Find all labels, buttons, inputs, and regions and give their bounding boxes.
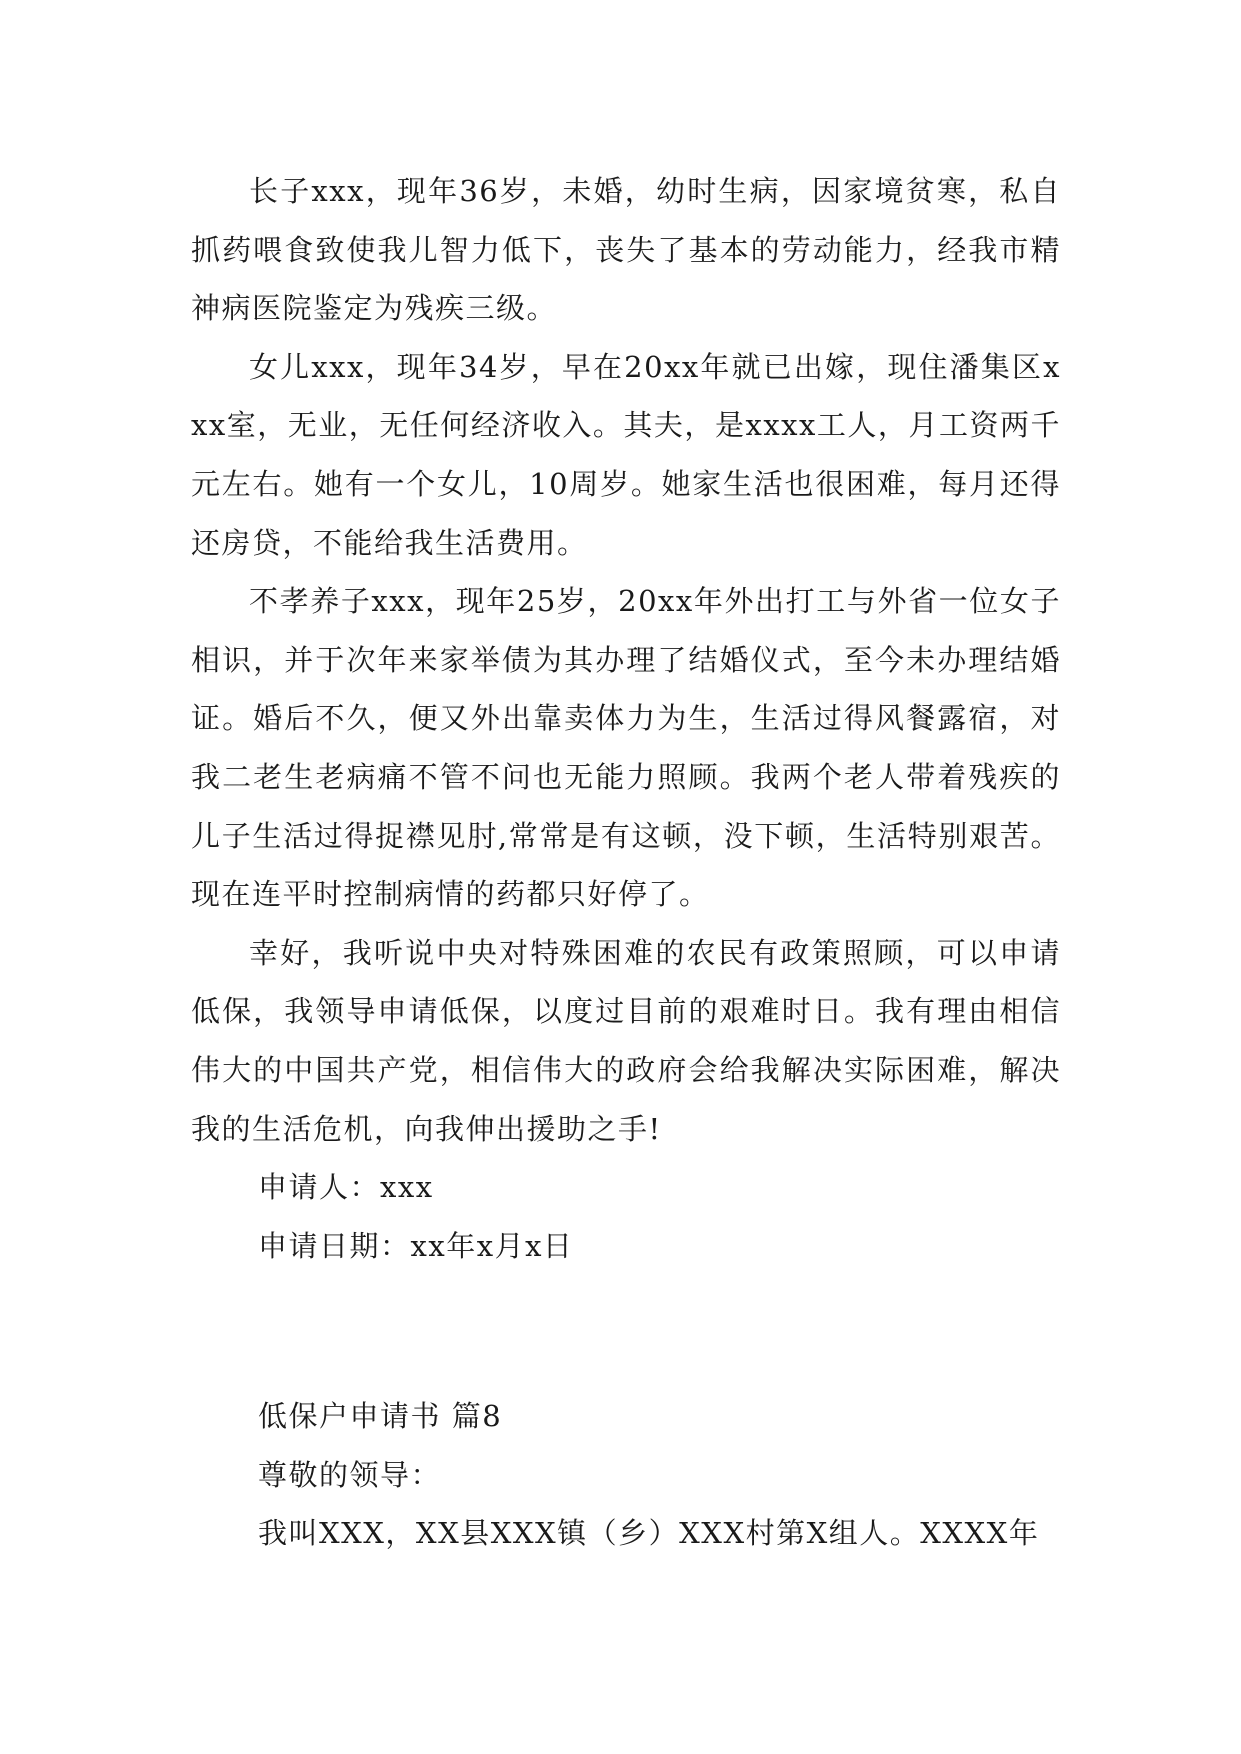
- document-body: [191, 162, 1061, 1275]
- section-title: 低保户申请书 篇8: [258, 1399, 503, 1433]
- paragraph-eldest-son: 长子xxx，现年36岁，未婚，幼时生病，因家境贫寒，私自抓药喂食致使我儿智力低下，丧失了基本的劳动能力，经我市精神病医院鉴定为残疾三级。: [191, 174, 1061, 326]
- paragraph-request: 幸好，我听说中央对特殊困难的农民有政策照顾，可以申请低保，我领导申请低保，以度过目前的艰难时日。我有理由相信伟大的中国共产党，相信伟大的政府会给我解决实际困难，解决我的生活危机，向我伸出援助之手!: [191, 935, 1061, 1146]
- applicant-line: 申请人：xxx: [258, 1170, 434, 1205]
- date-line: 申请日期：xx年x月x日: [258, 1228, 574, 1263]
- paragraph-adopted-son: 不孝养子xxx，现年25岁，20xx年外出打工与外省一位女子相识，并于次年来家举债为其办理了结婚仪式，至今未办理结婚证。婚后不久，便又外出靠卖体力为生，生活过得风餐露宿，对我二老生老病痛不管不问也无能力照顾。我两个老人带着残疾的儿子生活过得捉襟见肘,常常是有这顿，没下顿，生活特别艰苦。现在连平时控制病情的药都只好停了。: [191, 584, 1061, 912]
- salutation: 尊敬的领导：: [258, 1457, 442, 1492]
- section-first-line: 我叫XXX，XX县XXX镇（乡）XXX村第X组人。XXXX年: [258, 1516, 1040, 1551]
- paragraph-daughter: 女儿xxx，现年34岁，早在20xx年就已出嫁，现住潘集区xxx室，无业，无任何经济收入。其夫，是xxxx工人，月工资两千元左右。她有一个女儿，10周岁。她家生活也很困难，每月还得还房贷，不能给我生活费用。: [191, 349, 1061, 560]
- next-section: [258, 1387, 1078, 1563]
